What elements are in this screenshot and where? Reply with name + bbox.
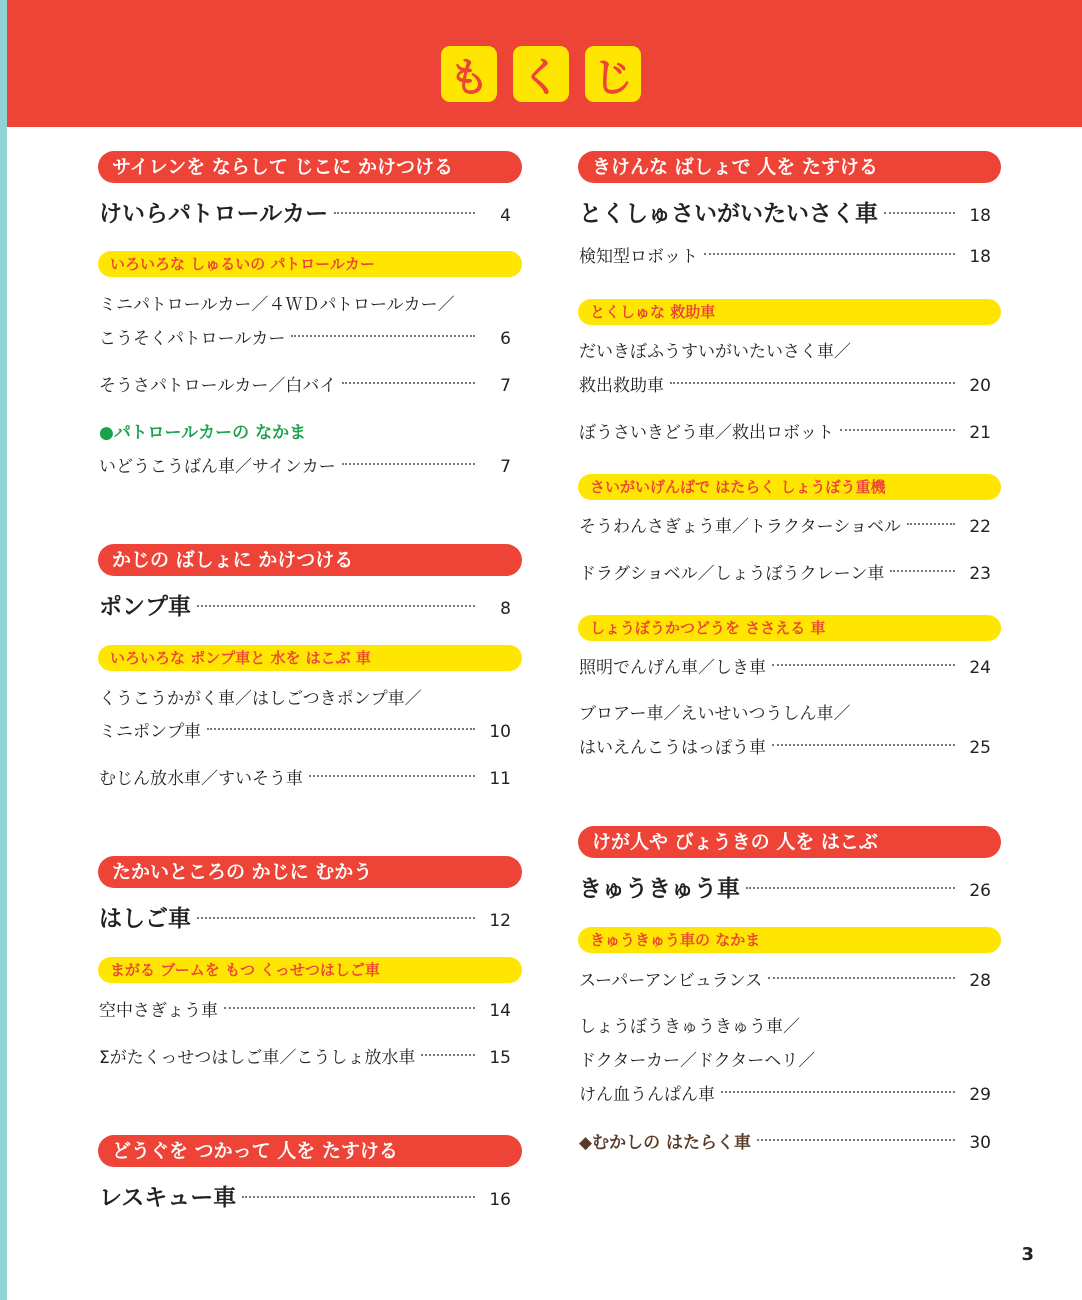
subsection-header: しょうぼうかつどうを ささえる 車: [578, 615, 1001, 641]
entry-page: 15: [489, 1048, 511, 1068]
entry-label: そうわんさぎょう車／トラクターショベル: [579, 517, 901, 537]
toc-entry[interactable]: [99, 324, 511, 354]
toc-entry-main[interactable]: [99, 199, 511, 229]
toc-entry-main[interactable]: [99, 904, 511, 934]
toc-entry[interactable]: [99, 1043, 511, 1073]
entry-page: 6: [500, 329, 511, 349]
entry-label: むじん放水車／すいそう車: [99, 769, 303, 789]
leader-dots: [907, 523, 955, 525]
page-title: [0, 46, 1082, 102]
toc-entry-main[interactable]: [579, 874, 991, 904]
section-header: どうぐを つかって 人を たすける: [98, 1135, 522, 1167]
toc-entry[interactable]: [99, 452, 511, 482]
entry-page: 21: [969, 423, 991, 443]
toc-entry[interactable]: [579, 1080, 991, 1110]
entry-label: スーパーアンビュランス: [579, 971, 763, 991]
leader-dots: [197, 917, 475, 919]
toc-entry-main[interactable]: [99, 592, 511, 622]
entry-label: けいらパトロールカー: [99, 201, 329, 227]
entry-page: 12: [489, 911, 511, 931]
entry-label: きゅうきゅう車: [579, 876, 740, 902]
entry-label: 空中さぎょう車: [99, 1001, 218, 1021]
entry-label: 検知型ロボット: [579, 247, 698, 267]
toc-entry[interactable]: [579, 733, 991, 763]
entry-page: 14: [489, 1001, 511, 1021]
entry-label: こうそくパトロールカー: [99, 329, 286, 349]
leader-dots: [421, 1054, 475, 1056]
subsection-header: さいがいげんばで はたらく しょうぼう重機: [578, 474, 1001, 500]
leader-dots: [721, 1091, 955, 1093]
entry-label: とくしゅさいがいたいさく車: [579, 201, 878, 227]
leader-dots: [334, 212, 475, 214]
toc-entry-main[interactable]: [99, 1183, 511, 1213]
entry-page: 20: [969, 376, 991, 396]
leader-dots: [704, 253, 955, 255]
toc-entry[interactable]: [99, 996, 511, 1026]
title-char: く: [513, 46, 569, 102]
title-char: じ: [585, 46, 641, 102]
leader-dots: [772, 664, 955, 666]
toc-entry[interactable]: [579, 418, 991, 448]
toc-entry[interactable]: [579, 1128, 991, 1158]
toc-entry[interactable]: [99, 764, 511, 794]
section-header: たかいところの かじに むかう: [98, 856, 522, 888]
entry-page: 11: [489, 769, 511, 789]
leader-dots: [768, 977, 955, 979]
subsection-header: いろいろな しゅるいの パトロールカー: [98, 251, 522, 277]
left-edge-stripe: [0, 0, 7, 1300]
entry-page: 18: [969, 247, 991, 267]
entry-label: ミニポンプ車: [99, 722, 201, 742]
section-header: きけんな ばしょで 人を たすける: [578, 151, 1001, 183]
toc-entry-line[interactable]: ミニパトロールカー／４ＷＤパトロールカー／: [99, 295, 455, 315]
leader-dots: [670, 382, 955, 384]
entry-label: はいえんこうはっぽう車: [579, 738, 766, 758]
toc-entry[interactable]: [99, 717, 511, 747]
section-header: けが人や びょうきの 人を はこぶ: [578, 826, 1001, 858]
entry-page: 30: [969, 1133, 991, 1153]
entry-label: ぼうさいきどう車／救出ロボット: [579, 423, 834, 443]
entry-label: はしご車: [99, 906, 191, 932]
toc-entry[interactable]: [579, 653, 991, 683]
section-header: サイレンを ならして じこに かけつける: [98, 151, 522, 183]
entry-page: 26: [969, 881, 991, 901]
toc-entry-line[interactable]: ドクターカー／ドクターヘリ／: [579, 1051, 816, 1071]
entry-label: けん血うんぱん車: [579, 1085, 715, 1105]
toc-entry[interactable]: [579, 559, 991, 589]
leader-dots: [342, 463, 475, 465]
leader-dots: [197, 605, 475, 607]
leader-dots: [757, 1139, 955, 1141]
toc-entry[interactable]: [579, 966, 991, 996]
leader-dots: [309, 775, 475, 777]
entry-label: ドラグショベル／しょうぼうクレーン車: [579, 564, 885, 584]
entry-page: 28: [969, 971, 991, 991]
entry-label: そうさパトロールカー／白バイ: [99, 376, 337, 396]
entry-label: ポンプ車: [99, 594, 191, 620]
entry-page: 10: [489, 722, 511, 742]
toc-entry[interactable]: [99, 371, 511, 401]
leader-dots: [890, 570, 955, 572]
leader-dots: [840, 429, 955, 431]
leader-dots: [207, 728, 475, 730]
entry-page: 29: [969, 1085, 991, 1105]
toc-entry[interactable]: [579, 371, 991, 401]
entry-page: 23: [969, 564, 991, 584]
toc-entry-main[interactable]: [579, 199, 991, 229]
entry-page: 8: [500, 599, 511, 619]
subsection-header: まがる ブームを もつ くっせつはしご車: [98, 957, 522, 983]
entry-page: 25: [969, 738, 991, 758]
entry-page: 7: [500, 457, 511, 477]
entry-label: Σがたくっせつはしご車／こうしょ放水車: [99, 1048, 416, 1068]
entry-page: 24: [969, 658, 991, 678]
toc-entry[interactable]: [579, 512, 991, 542]
entry-label: いどうこうばん車／サインカー: [99, 457, 336, 477]
entry-label: ◆むかしの はたらく車: [579, 1133, 751, 1153]
leader-dots: [242, 1196, 475, 1198]
group-label: ●パトロールカーの なかま: [99, 423, 307, 443]
entry-page: 16: [489, 1190, 511, 1210]
entry-label: 救出救助車: [579, 376, 664, 396]
entry-label: レスキュー車: [99, 1185, 237, 1211]
leader-dots: [342, 382, 475, 384]
entry-page: 22: [969, 517, 991, 537]
subsection-header: きゅうきゅう車の なかま: [578, 927, 1001, 953]
entry-page: 18: [969, 206, 991, 226]
leader-dots: [772, 744, 955, 746]
title-char: も: [441, 46, 497, 102]
toc-entry-line[interactable]: しょうぼうきゅうきゅう車／: [579, 1017, 800, 1037]
leader-dots: [291, 335, 475, 337]
toc-entry-line[interactable]: ブロアー車／えいせいつうしん車／: [579, 704, 851, 724]
toc-entry-line[interactable]: だいきぼふうすいがいたいさく車／: [579, 342, 851, 362]
page-number: 3: [1021, 1244, 1034, 1265]
entry-page: 4: [500, 206, 511, 226]
entry-label: 照明でんげん車／しき車: [579, 658, 766, 678]
leader-dots: [884, 212, 955, 214]
leader-dots: [746, 887, 955, 889]
section-header: かじの ばしょに かけつける: [98, 544, 522, 576]
subsection-header: いろいろな ポンプ車と 水を はこぶ 車: [98, 645, 522, 671]
entry-page: 7: [500, 376, 511, 396]
leader-dots: [224, 1007, 475, 1009]
toc-entry[interactable]: [579, 242, 991, 272]
toc-entry-line[interactable]: くうこうかがく車／はしごつきポンプ車／: [99, 689, 422, 709]
subsection-header: とくしゅな 救助車: [578, 299, 1001, 325]
